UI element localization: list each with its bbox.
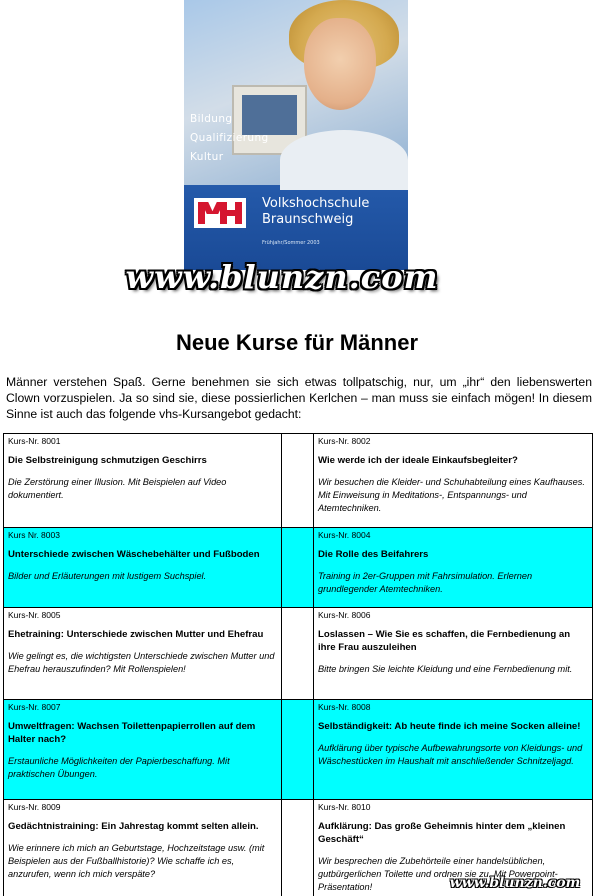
course-title: Gedächtnistraining: Ein Jahrestag kommt selten allein. [8, 821, 259, 832]
course-title: Ehetraining: Unterschiede zwischen Mutter und Ehefrau [8, 629, 264, 640]
course-description: Wir besuchen die Kleider- und Schuhabteilung eines Kaufhauses. Mit Einweisung in Meditations-, Entspannungs- und Atemtechniken. [318, 477, 585, 513]
page-title: Neue Kurse für Männer [175, 330, 419, 355]
intro-paragraph: Männer verstehen Spaß. Gerne benehmen sie sich etwas tollpatschig, nur, um „ihr“ den liebenswerten Clown vorzuspielen. Ja so sind sie, diese possierlichen Kerlchen – man muss sie einfach mögen! In diesem Sinne ist auch das folgende vhs-Kursangebot gedacht: [6, 375, 592, 421]
course-title: Umweltfragen: Wachsen Toilettenpapierrollen auf dem Halter nach? [8, 721, 256, 745]
course-number: Kurs Nr. 8003 [8, 530, 60, 540]
course-title: Wie werde ich der ideale Einkaufsbegleiter? [318, 455, 518, 466]
course-cell [4, 800, 282, 896]
tagline-line: Qualifizierung [190, 132, 269, 144]
table-row [4, 434, 593, 528]
cover-title: Volkshochschule Braunschweig [262, 196, 370, 227]
course-cell [314, 608, 593, 700]
spacer-cell [282, 608, 314, 700]
course-title: Selbständigkeit: Ab heute finde ich meine Socken alleine! [318, 721, 581, 732]
course-number: Kurs-Nr. 8010 [318, 802, 371, 812]
course-description: Aufklärung über typische Aufbewahrungsorte von Kleidungs- und Wäschestücken im Haushalt mit anschließender Schnitzeljagd. [318, 743, 583, 766]
course-cell [4, 700, 282, 800]
course-table [3, 433, 593, 896]
course-description: Wie gelingt es, die wichtigsten Unterschiede zwischen Mutter und Ehefrau herauszufinden? Mit Rollenspielen! [8, 651, 275, 674]
tagline-line: Bildung [190, 113, 233, 125]
cover-tagline [190, 110, 269, 167]
course-description: Bilder und Erläuterungen mit lustigem Suchspiel. [8, 571, 207, 581]
course-cell [4, 528, 282, 608]
course-title: Die Rolle des Beifahrers [318, 549, 429, 560]
course-cell [314, 528, 593, 608]
spacer-cell [282, 700, 314, 800]
spacer-cell [282, 528, 314, 608]
watermark-logo: www.blunzn.com [125, 258, 439, 296]
tagline-line: Kultur [190, 151, 224, 163]
course-number: Kurs-Nr. 8004 [318, 530, 371, 540]
woman-portrait-illustration [304, 18, 376, 110]
course-description: Training in 2er-Gruppen mit Fahrsimulation. Erlernen grundlegender Atemtechniken. [318, 571, 533, 594]
table-row [4, 700, 593, 800]
course-number: Kurs-Nr. 8007 [8, 702, 61, 712]
cover-season: Frühjahr/Sommer 2003 [262, 240, 320, 246]
table-row [4, 608, 593, 700]
course-description: Bitte bringen Sie leichte Kleidung und eine Fernbedienung mit. [318, 664, 573, 674]
course-number: Kurs-Nr. 8008 [318, 702, 371, 712]
course-description: Wie erinnere ich mich an Geburtstage, Hochzeitstage usw. (mit Beispielen aus der Fußballhistorie)? Wie schaffe ich es, anzurufen, wenn ich mich verspäte? [8, 843, 265, 879]
watermark-logo-small: www.blunzn.com [449, 875, 581, 891]
course-title: Aufklärung: Das große Geheimnis hinter dem „kleinen Geschäft“ [318, 821, 566, 845]
course-description: Erstaunliche Möglichkeiten der Papierbeschaffung. Mit praktischen Übungen. [8, 756, 230, 779]
course-title: Die Selbstreinigung schmutzigen Geschirrs [8, 455, 207, 466]
course-number: Kurs-Nr. 8001 [8, 436, 61, 446]
course-cell [314, 434, 593, 528]
course-number: Kurs-Nr. 8006 [318, 610, 371, 620]
course-cell [4, 434, 282, 528]
course-title: Loslassen – Wie Sie es schaffen, die Fernbedienung an ihre Frau auszuleihen [318, 629, 571, 653]
spacer-cell [282, 800, 314, 896]
course-description: Die Zerstörung einer Illusion. Mit Beispielen auf Video dokumentiert. [8, 477, 227, 500]
course-title: Unterschiede zwischen Wäschebehälter und Fußboden [8, 549, 260, 560]
course-cell [4, 608, 282, 700]
course-cell [314, 700, 593, 800]
course-number: Kurs-Nr. 8005 [8, 610, 61, 620]
table-row [4, 528, 593, 608]
course-number: Kurs-Nr. 8009 [8, 802, 61, 812]
brochure-cover-image [184, 0, 408, 270]
spacer-cell [282, 434, 314, 528]
course-number: Kurs-Nr. 8002 [318, 436, 371, 446]
vhs-logo [194, 198, 246, 228]
course-description: Wir besprechen die Zubehörteile einer handelsüblichen, gutbürgerlichen Toilette und ordnen sie zu. Mit Powerpoint-Präsentation! [318, 856, 558, 892]
